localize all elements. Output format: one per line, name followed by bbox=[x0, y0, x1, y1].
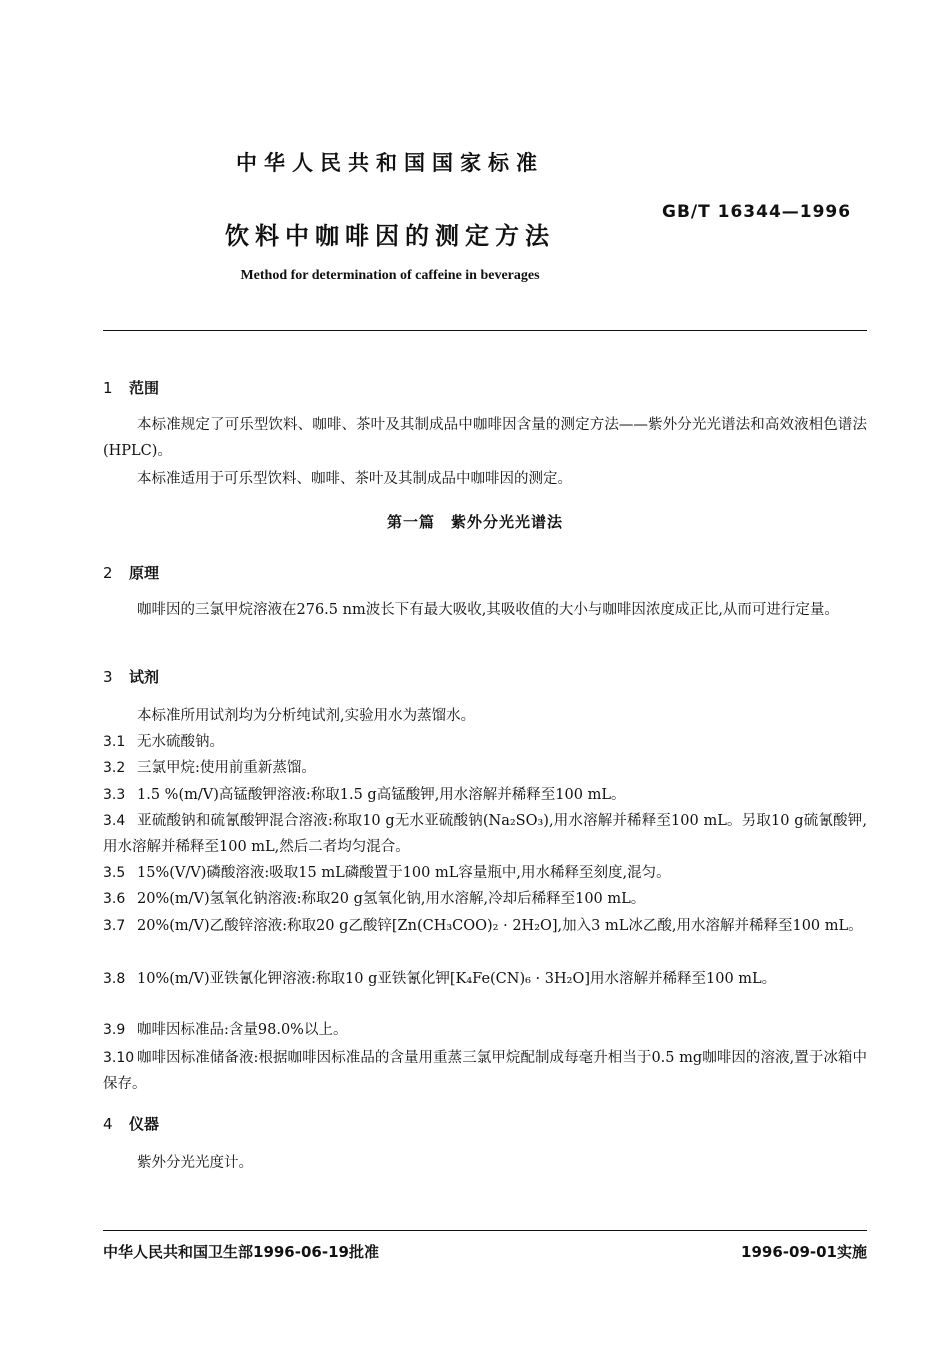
item-text: 三氯甲烷:使用前重新蒸馏。 bbox=[137, 760, 316, 776]
approval-note: 中华人民共和国卫生部1996-06-19批准 bbox=[103, 1243, 379, 1261]
reagent-item bbox=[103, 1017, 867, 1043]
section-number: 2 bbox=[103, 564, 113, 582]
item-number: 3.3 bbox=[103, 787, 126, 803]
section-number: 3 bbox=[103, 668, 113, 686]
item-text: 1.5 %(m/V)高锰酸钾溶液:称取1.5 g高锰酸钾,用水溶解并稀释至100 mL。 bbox=[137, 787, 626, 803]
section-number: 1 bbox=[103, 379, 113, 397]
item-number: 3.6 bbox=[103, 891, 126, 907]
section-3-heading bbox=[103, 666, 159, 687]
item-text: 无水硫酸钠。 bbox=[137, 734, 224, 750]
item-number: 3.10 bbox=[103, 1050, 135, 1066]
part-1-heading: 第一篇 紫外分光光谱法 bbox=[386, 513, 563, 531]
item-number: 3.7 bbox=[103, 918, 126, 934]
item-number: 3.4 bbox=[103, 813, 126, 829]
item-text: 15%(V/V)磷酸溶液:吸取15 mL磷酸置于100 mL容量瓶中,用水稀释至刻度,混匀。 bbox=[137, 865, 671, 881]
item-text: 20%(m/V)氢氧化钠溶液:称取20 g氢氧化钠,用水溶解,冷却后稀释至100 mL。 bbox=[137, 891, 646, 907]
section-1-heading bbox=[103, 377, 159, 398]
section-number: 4 bbox=[103, 1115, 113, 1133]
reagent-item bbox=[103, 808, 867, 860]
item-number: 3.5 bbox=[103, 865, 126, 881]
header-rule bbox=[103, 330, 867, 331]
item-number: 3.8 bbox=[103, 971, 126, 987]
section-title: 范围 bbox=[129, 379, 160, 397]
section-2-heading bbox=[103, 562, 159, 583]
item-number: 3.9 bbox=[103, 1022, 126, 1038]
reagent-item bbox=[103, 729, 867, 755]
reagent-item bbox=[103, 755, 867, 781]
footer-rule bbox=[103, 1230, 867, 1231]
section-3-intro: 本标准所用试剂均为分析纯试剂,实验用水为蒸馏水。 bbox=[137, 708, 476, 724]
reagent-item bbox=[103, 782, 867, 808]
section-title: 试剂 bbox=[129, 668, 160, 686]
item-number: 3.1 bbox=[103, 734, 126, 750]
item-number: 3.2 bbox=[103, 760, 126, 776]
item-text: 20%(m/V)乙酸锌溶液:称取20 g乙酸锌[Zn(CH₃COO)₂ · 2H₂O],加入3 mL冰乙酸,用水溶解并稀释至100 mL。 bbox=[137, 918, 863, 934]
item-text: 亚硫酸钠和硫氰酸钾混合溶液:称取10 g无水亚硫酸钠(Na₂SO₃),用水溶解并稀释至100 mL。另取10 g硫氰酸钾,用水溶解并稀释至100 mL,然后二者均匀混合。 bbox=[103, 813, 867, 855]
standard-code: GB/T 16344—1996 bbox=[662, 202, 852, 222]
section-1-paragraph-2: 本标准适用于可乐型饮料、咖啡、茶叶及其制成品中咖啡因的测定。 bbox=[137, 471, 572, 487]
section-title: 仪器 bbox=[129, 1115, 160, 1133]
item-text: 10%(m/V)亚铁氰化钾溶液:称取10 g亚铁氰化钾[K₄Fe(CN)₆ · 3H₂O]用水溶解并稀释至100 mL。 bbox=[137, 971, 777, 987]
reagent-item bbox=[103, 966, 867, 992]
section-2-paragraph: 咖啡因的三氯甲烷溶液在276.5 nm波长下有最大吸收,其吸收值的大小与咖啡因浓度成正比,从而可进行定量。 bbox=[137, 602, 839, 618]
section-4-heading bbox=[103, 1113, 159, 1134]
document-title-english: Method for determination of caffeine in beverages bbox=[240, 268, 540, 283]
reagent-item bbox=[103, 886, 867, 912]
section-1-paragraph-1: 本标准规定了可乐型饮料、咖啡、茶叶及其制成品中咖啡因含量的测定方法——紫外分光光谱法和高效液相色谱法(HPLC)。 bbox=[103, 417, 867, 459]
reagent-item bbox=[103, 1045, 867, 1097]
section-title: 原理 bbox=[129, 564, 160, 582]
reagent-item bbox=[103, 913, 867, 939]
item-text: 咖啡因标准品:含量98.0%以上。 bbox=[137, 1022, 348, 1038]
standard-org-title: 中华人民共和国国家标准 bbox=[236, 150, 544, 175]
document-title: 饮料中咖啡因的测定方法 bbox=[225, 221, 555, 250]
reagent-item bbox=[103, 860, 867, 886]
section-4-paragraph: 紫外分光光度计。 bbox=[137, 1155, 253, 1171]
implementation-date: 1996-09-01实施 bbox=[741, 1243, 867, 1261]
item-text: 咖啡因标准储备液:根据咖啡因标准品的含量用重蒸三氯甲烷配制成每毫升相当于0.5 mg咖啡因的溶液,置于冰箱中保存。 bbox=[103, 1050, 867, 1092]
